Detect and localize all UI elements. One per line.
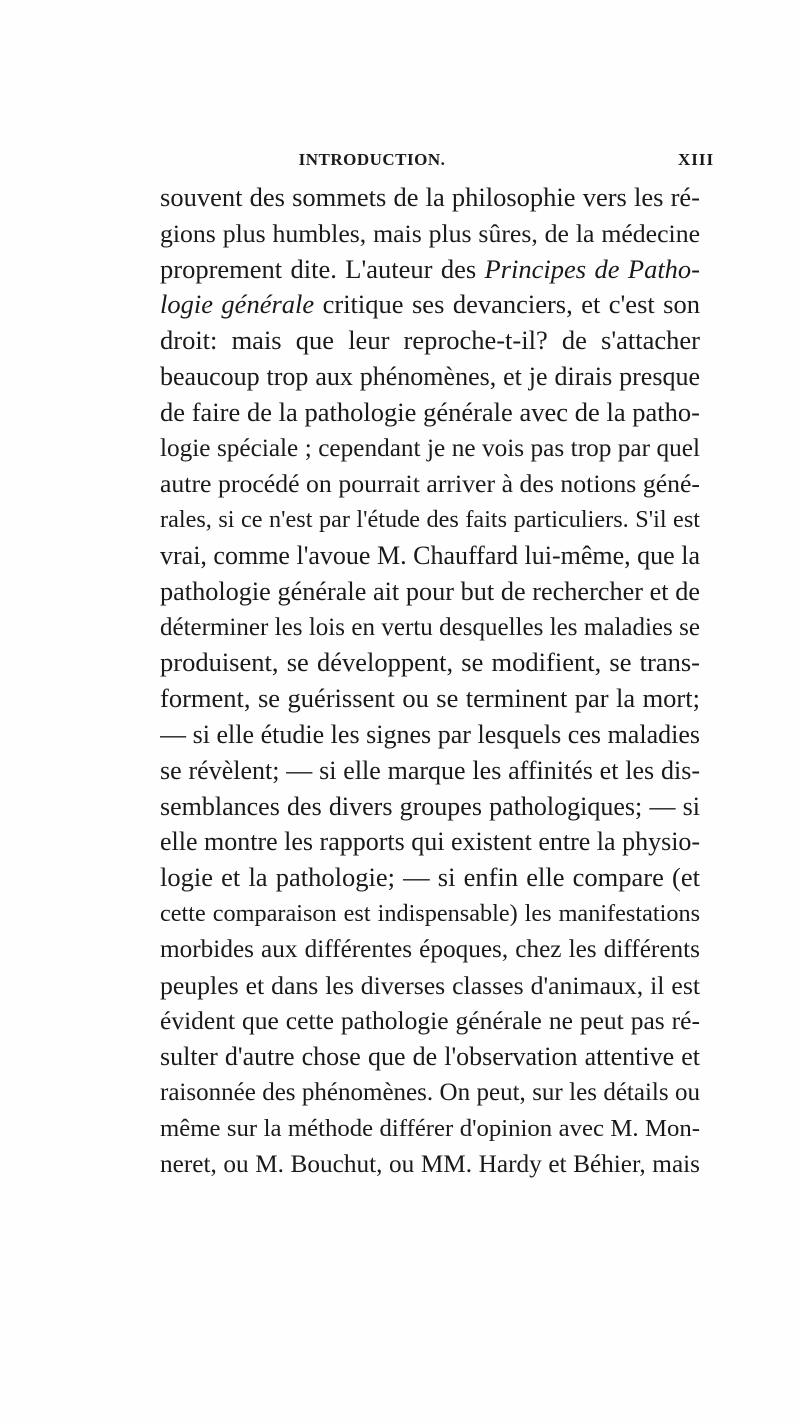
text-line: déterminer les lois en vertu desquelles les maladies se <box>160 613 700 641</box>
text-line: évident que cette pathologie générale ne peut pas ré- <box>160 1006 700 1036</box>
text-line: — si elle étudie les signes par lesquels ces maladies <box>160 719 700 749</box>
text-line: de faire de la pathologie générale avec de la patho- <box>160 396 700 427</box>
italic-title: Principes de Patho- <box>484 253 700 284</box>
text-line: rales, si ce n'est par l'étude des faits particuliers. S'il est <box>160 506 700 534</box>
body-text <box>160 180 700 1182</box>
text-line: vrai, comme l'avoue M. Chauffard lui-même, que la <box>160 540 700 570</box>
text-line: sulter d'autre chose que de l'observation attentive et <box>160 1042 700 1072</box>
text-line: logie et la pathologie; — si enfin elle compare (et <box>160 862 700 893</box>
text-line: gions plus humbles, mais plus sûres, de la médecine <box>160 218 700 248</box>
text-segment: proprement dite. L'auteur des <box>160 253 477 284</box>
text-line: forment, se guérissent ou se terminent par la mort; <box>160 683 700 714</box>
running-title: INTRODUCTION. <box>298 150 446 169</box>
text-line: se révèlent; — si elle marque les affinités et les dis- <box>160 755 700 785</box>
text-line: raisonnée des phénomènes. On peut, sur les détails ou <box>160 1078 700 1106</box>
text-line: logie spéciale ; cependant je ne vois pas trop par quel <box>160 433 700 462</box>
text-segment: critique ses devanciers, et c'est son <box>322 289 700 320</box>
text-line: semblances des divers groupes pathologiques; — si <box>160 791 700 821</box>
page-number: XIII <box>678 150 715 169</box>
text-line <box>160 287 700 323</box>
text-line: droit: mais que leur reproche-t-il? de s'attacher <box>160 325 700 356</box>
text-line: même sur la méthode différer d'opinion avec M. Mon- <box>160 1114 700 1142</box>
text-line: pathologie générale ait pour but de rechercher et de <box>160 576 700 606</box>
text-line: autre procédé on pourrait arriver à des notions géné- <box>160 469 700 499</box>
text-line: souvent des sommets de la philosophie vers les ré- <box>160 182 700 212</box>
text-line: elle montre les rapports qui existent entre la physio- <box>160 827 700 857</box>
text-line: peuples et dans les diverses classes d'animaux, il est <box>160 970 700 1000</box>
text-line: produisent, se développent, se modifient, se trans- <box>160 647 700 678</box>
text-line: beaucoup trop aux phénomènes, et je dirais presque <box>160 361 700 391</box>
text-line <box>160 252 700 288</box>
italic-title: logie générale <box>160 289 315 320</box>
text-line: neret, ou M. Bouchut, ou MM. Hardy et Béhier, mais <box>160 1149 700 1178</box>
text-line: cette comparaison est indispensable) les manifestations <box>160 899 700 927</box>
text-line: morbides aux différentes époques, chez les différents <box>160 934 700 963</box>
running-head <box>0 150 801 174</box>
